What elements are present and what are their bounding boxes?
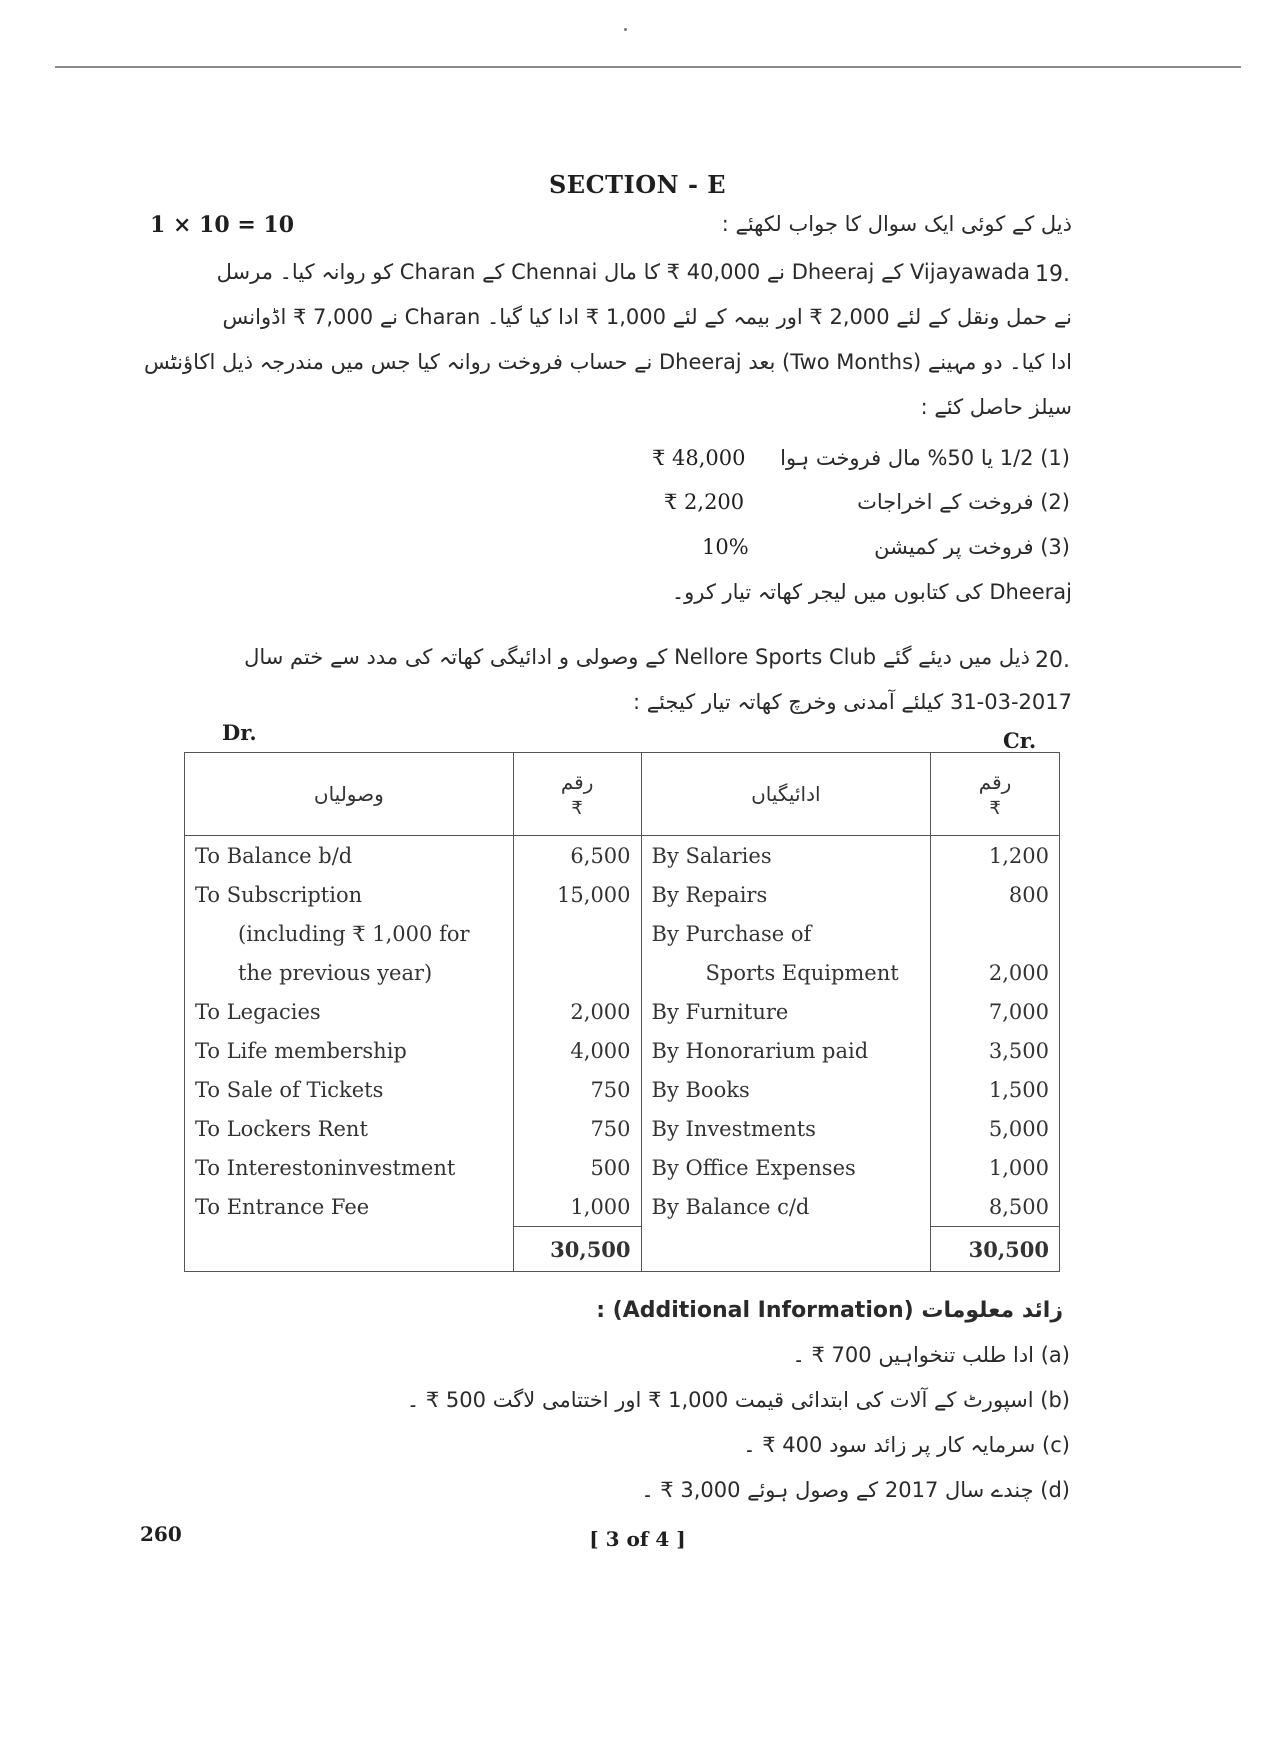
- q19-number: .19: [1035, 262, 1070, 287]
- page-number: [ 3 of 4 ]: [589, 1527, 686, 1551]
- payments-header: ادائیگیاں: [641, 753, 931, 836]
- payment-amount: 2,000: [931, 953, 1060, 992]
- payment-amount: 7,000: [931, 992, 1060, 1031]
- payment-label: By Investments: [641, 1109, 931, 1148]
- rupee-symbol: ₹: [571, 797, 583, 819]
- receipt-label: To Subscription: [185, 875, 514, 914]
- receipts-total: 30,500: [513, 1227, 641, 1272]
- payment-label: By Salaries: [641, 836, 931, 876]
- payment-label: By Purchase of: [641, 914, 931, 953]
- table-row: [185, 1187, 1060, 1227]
- debit-label: Dr.: [222, 720, 257, 745]
- q19-item-1-value: ₹ 48,000: [652, 446, 746, 470]
- amount-header: [931, 753, 1060, 836]
- q19-line-3: ادا کیا۔ دو مہینے (Two Months) بعد Dheeraj نے حساب فروخت روانہ کیا جس میں مندرجہ ذیل اکاؤنٹس: [144, 350, 1072, 374]
- section-title: SECTION - E: [548, 170, 727, 199]
- payment-amount: 1,500: [931, 1070, 1060, 1109]
- item-num: (1): [1040, 446, 1070, 470]
- additional-info-title: زائد معلومات (Additional Information) :: [596, 1298, 1063, 1323]
- payments-total: 30,500: [931, 1227, 1060, 1272]
- payment-label: By Honorarium paid: [641, 1031, 931, 1070]
- item-text: چندے سال 2017 کے وصول ہوئے 3,000 ₹ ۔: [641, 1478, 1034, 1502]
- totals-spacer: [641, 1227, 931, 1272]
- payment-amount: 3,500: [931, 1031, 1060, 1070]
- item-text: فروخت پر کمیشن: [874, 535, 1034, 559]
- paper-code: 260: [140, 1522, 182, 1546]
- receipt-label: To Life membership: [185, 1031, 514, 1070]
- scan-speck: [624, 28, 627, 31]
- receipt-amount: 750: [513, 1109, 641, 1148]
- totals-spacer: [185, 1227, 514, 1272]
- table-row: [185, 1070, 1060, 1109]
- marks-allocation: 1 × 10 = 10: [150, 212, 295, 238]
- payment-label: By Books: [641, 1070, 931, 1109]
- table-row: [185, 992, 1060, 1031]
- payment-amount: 1,000: [931, 1148, 1060, 1187]
- item-num: (d): [1040, 1478, 1070, 1502]
- item-num: (3): [1040, 535, 1070, 559]
- amount-header-label: رقم: [560, 769, 594, 794]
- q19-item-1: [780, 446, 1070, 470]
- amount-header-label: رقم: [978, 769, 1012, 794]
- receipt-label: To Interestoninvestment: [185, 1148, 514, 1187]
- item-text: فروخت کے اخراجات: [857, 490, 1034, 514]
- q20-number: .20: [1035, 648, 1070, 673]
- receipt-label: To Lockers Rent: [185, 1109, 514, 1148]
- additional-item-a: [793, 1343, 1070, 1367]
- amount-header: [513, 753, 641, 836]
- table-row: [185, 953, 1060, 992]
- item-num: (2): [1040, 490, 1070, 514]
- receipts-header: وصولیاں: [185, 753, 514, 836]
- q19-line-4: سیلز حاصل کئے :: [920, 395, 1072, 419]
- receipt-amount: 1,000: [513, 1187, 641, 1227]
- receipt-amount: 6,500: [513, 836, 641, 876]
- payment-amount: 800: [931, 875, 1060, 914]
- payment-label: By Repairs: [641, 875, 931, 914]
- table-row: [185, 914, 1060, 953]
- payment-label: By Furniture: [641, 992, 931, 1031]
- additional-item-b: [407, 1388, 1070, 1412]
- section-instruction: ذیل کے کوئی ایک سوال کا جواب لکھئے :: [721, 212, 1072, 236]
- additional-item-d: [641, 1478, 1070, 1502]
- payment-label: By Balance c/d: [641, 1187, 931, 1227]
- rupee-symbol: ₹: [989, 797, 1001, 819]
- credit-label: Cr.: [1003, 728, 1037, 753]
- q19-item-3: [874, 535, 1070, 559]
- table-row: [185, 1109, 1060, 1148]
- item-text: 1/2 یا 50% مال فروخت ہوا: [780, 446, 1034, 470]
- receipt-label: To Sale of Tickets: [185, 1070, 514, 1109]
- receipt-amount: [513, 953, 641, 992]
- top-rule: [55, 66, 1241, 68]
- q19-closing: Dheeraj کی کتابوں میں لیجر کھاتہ تیار کرو۔: [671, 580, 1072, 604]
- receipt-label: (including ₹ 1,000 for: [185, 914, 514, 953]
- table-row: [185, 1031, 1060, 1070]
- q19-item-3-value: 10%: [702, 535, 749, 559]
- receipt-label: To Entrance Fee: [185, 1187, 514, 1227]
- q20-line-2: 31-03-2017 کیلئے آمدنی وخرچ کھاتہ تیار کیجئے :: [633, 690, 1072, 714]
- additional-item-c: [743, 1433, 1070, 1457]
- payment-amount: 8,500: [931, 1187, 1060, 1227]
- table-row: [185, 875, 1060, 914]
- payment-label: Sports Equipment: [641, 953, 931, 992]
- receipt-amount: 15,000: [513, 875, 641, 914]
- q19-line-1: Vijayawada کے Dheeraj نے 40,000 ₹ کا مال Chennai کے Charan کو روانہ کیا۔ مرسل: [216, 260, 1030, 284]
- q20-line-1: ذیل میں دیئے گئے Nellore Sports Club کے وصولی و ادائیگی کھاتہ کی مدد سے ختم سال: [244, 645, 1030, 669]
- item-num: (b): [1040, 1388, 1070, 1412]
- receipt-label: To Balance b/d: [185, 836, 514, 876]
- payment-amount: 5,000: [931, 1109, 1060, 1148]
- item-text: سرمایہ کار پر زائد سود 400 ₹ ۔: [743, 1433, 1036, 1457]
- payment-amount: 1,200: [931, 836, 1060, 876]
- item-num: (c): [1042, 1433, 1070, 1457]
- totals-row: [185, 1227, 1060, 1272]
- q19-item-2: [857, 490, 1070, 514]
- table-row: [185, 836, 1060, 876]
- table-header-row: [185, 753, 1060, 836]
- item-text: ادا طلب تنخواہیں 700 ₹ ۔: [792, 1343, 1035, 1367]
- payment-label: By Office Expenses: [641, 1148, 931, 1187]
- table-row: [185, 1148, 1060, 1187]
- item-text: اسپورٹ کے آلات کی ابتدائی قیمت 1,000 ₹ اور اختتامی لاگت 500 ₹ ۔: [406, 1388, 1034, 1412]
- receipt-label: To Legacies: [185, 992, 514, 1031]
- receipts-payments-table: [184, 752, 1060, 1272]
- item-num: (a): [1040, 1343, 1070, 1367]
- receipt-amount: 2,000: [513, 992, 641, 1031]
- receipt-amount: 500: [513, 1148, 641, 1187]
- receipt-amount: 750: [513, 1070, 641, 1109]
- receipt-label: the previous year): [185, 953, 514, 992]
- receipt-amount: [513, 914, 641, 953]
- receipt-amount: 4,000: [513, 1031, 641, 1070]
- payment-amount: [931, 914, 1060, 953]
- q19-line-2: نے حمل ونقل کے لئے 2,000 ₹ اور بیمہ کے لئے 1,000 ₹ ادا کیا گیا۔ Charan نے 7,000 ₹ اڈوانس: [222, 305, 1072, 329]
- q19-item-2-value: ₹ 2,200: [664, 490, 745, 514]
